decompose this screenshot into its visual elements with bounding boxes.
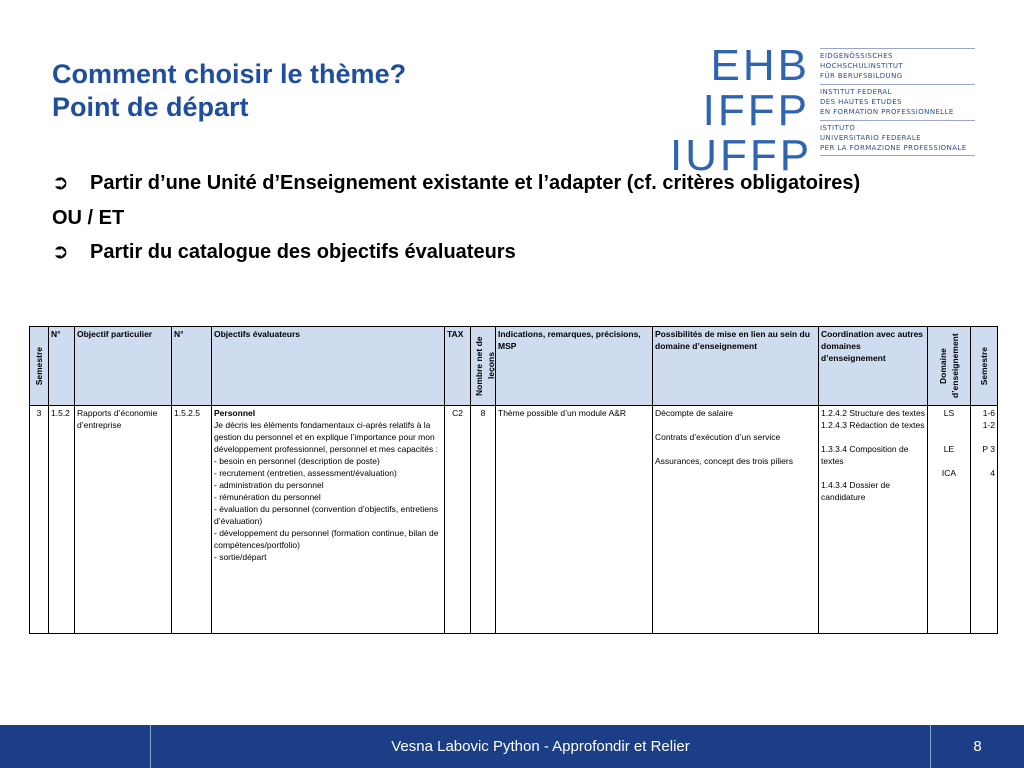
coordination-item: 1.2.4.2 Structure des textes <box>821 408 925 418</box>
cell-tax: C2 <box>445 406 471 634</box>
bullet-text: Partir du catalogue des objectifs évaluateurs <box>90 241 516 263</box>
or-connector: OU / ET <box>52 207 125 229</box>
page-number: 8 <box>973 738 982 755</box>
bullet-text: Partir d’une Unité d’Enseignement existante et l’adapter (cf. critères obligatoires) <box>90 172 861 194</box>
logo-letters-iffp: IFFP <box>702 86 810 135</box>
institution-name-de: EIDGENÖSSISCHES HOCHSCHULINSTITUT FÜR BERUFSBILDUNG <box>820 48 975 81</box>
bullet-item <box>52 168 952 198</box>
semestre-item: P 3 <box>982 444 995 454</box>
cell-coordination <box>819 406 928 634</box>
table-header-row <box>30 327 998 406</box>
header-no-sub: N° <box>172 327 212 406</box>
semestre-item: 1-2 <box>982 420 995 430</box>
header-objectifs-evaluateurs: Objectifs évaluateurs <box>212 327 445 406</box>
possibilite-item: Décompte de salaire <box>655 408 733 418</box>
cell-possibilites <box>653 406 819 634</box>
cell-objectif-particulier: Rapports d’économie d’entreprise <box>75 406 172 634</box>
header-no: N° <box>49 327 75 406</box>
semestre-item: 1-6 <box>982 408 995 418</box>
logo-letters-ehb: EHB <box>710 41 810 90</box>
cell-semestre: 3 <box>30 406 49 634</box>
cell-nombre-lecons: 8 <box>471 406 496 634</box>
table-row <box>30 406 998 634</box>
header-possibilites: Possibilités de mise en lien au sein du domaine d’enseignement <box>653 327 819 406</box>
bullet-list <box>52 168 952 267</box>
cell-domaine <box>928 406 971 634</box>
slide-footer <box>0 725 1024 768</box>
cell-no-sub: 1.5.2.5 <box>172 406 212 634</box>
semestre-item: 4 <box>990 468 995 478</box>
coordination-item: 1.2.4.3 Rédaction de textes <box>821 420 925 430</box>
header-domaine: Domaine d’enseignement <box>928 327 971 406</box>
possibilite-item: Contrats d’exécution d’un service <box>655 432 781 442</box>
header-tax: TAX <box>445 327 471 406</box>
footer-text: Vesna Labovic Python - Approfondir et Relier <box>391 738 690 755</box>
possibilite-item: Assurances, concept des trois piliers <box>655 456 793 466</box>
domaine-item: ICA <box>941 468 957 478</box>
slide-title-line2: Point de départ <box>52 92 249 122</box>
slide-title <box>52 58 406 124</box>
cell-objectifs-evaluateurs <box>212 406 445 634</box>
institution-names <box>820 48 975 159</box>
objectif-description: Je décris les éléments fondamentaux ci-après relatifs à la gestion du personnel et en explique l’importance pour mon développement professionnel, personnel et mes capacités : - besoin en personnel (description de poste) - recrutement (entretien, assessment/évaluation) - administration du personnel - rémunération du personnel - évaluation du personnel (convention d’objectifs, entretiens d’évaluation) - développement du personnel (formation continue, bilan de compétences/portfolio) - sortie/départ <box>214 420 439 562</box>
coordination-item: 1.4.3.4 Dossier de candidature <box>821 480 890 502</box>
arrow-bullet-icon: ➲ <box>52 241 69 263</box>
domaine-item: LS <box>943 408 955 418</box>
header-objectif-particulier: Objectif particulier <box>75 327 172 406</box>
header-semestre: Semestre <box>30 327 49 406</box>
header-semestre-2: Semestre <box>971 327 998 406</box>
cell-no: 1.5.2 <box>49 406 75 634</box>
cell-semestre-2 <box>971 406 998 634</box>
cell-indications: Thème possible d’un module A&R <box>496 406 653 634</box>
coordination-item: 1.3.3.4 Composition de textes <box>821 444 909 466</box>
institution-logo <box>670 41 813 180</box>
header-nombre-lecons: Nombre net de leçons <box>471 327 496 406</box>
institution-name-it: ISTITUTO UNIVERSITARIO FEDERALE PER LA FORMAZIONE PROFESSIONALE <box>820 120 975 156</box>
arrow-bullet-icon: ➲ <box>52 172 69 194</box>
bullet-item <box>52 237 952 267</box>
header-coordination: Coordination avec autres domaines d’enseignement <box>819 327 928 406</box>
institution-name-fr: INSTITUT FEDERAL DES HAUTES ETUDES EN FORMATION PROFESSIONNELLE <box>820 84 975 117</box>
objectif-title: Personnel <box>214 408 256 418</box>
header-indications: Indications, remarques, précisions, MSP <box>496 327 653 406</box>
slide-title-line1: Comment choisir le thème? <box>52 59 407 89</box>
logo-letters-iuffp: IUFFP <box>670 131 813 180</box>
objectives-table <box>29 326 998 634</box>
domaine-item: LE <box>943 444 955 454</box>
